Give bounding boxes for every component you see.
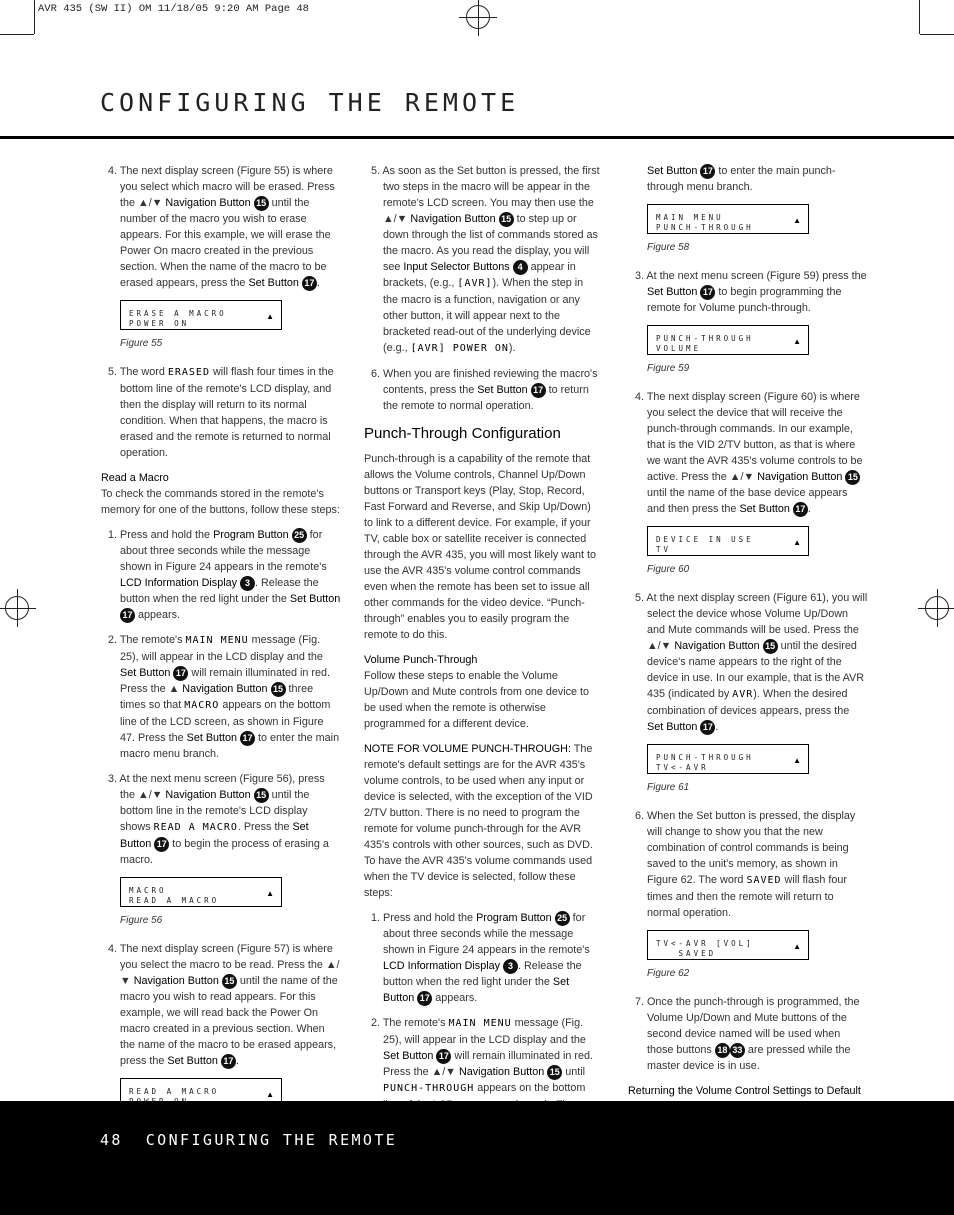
column-3 [628, 163, 868, 1188]
callout-number-icon: 3 [240, 576, 255, 591]
lcd-figure-62: TV<-AVR [VOL] SAVED ▲ [647, 930, 809, 960]
callout-number-icon: 15 [499, 212, 514, 227]
punch-through-intro: Punch-through is a capability of the remote that allows the Volume controls, Channel Up/Down buttons or Transport keys (Play, Stop, Record, Fast Forward and Reverse, and Skip Up/Down) to link to a different device. For example, if your TV, cable box or satellite receiver is connected through the AVR 435, you will most likely want to use the AVR 435's volume control commands even when the remote has been set to issue all other commands for the video device. “Punch-through” enables you to easily program the remote to do this. [364, 453, 597, 641]
step-erase-4: 4. The next display screen (Figure 55) is where you select which macro will be erased. Press the ▲/▼ Navigation Button 15 until the number of the macro you wish to erase appears. For this example, we will erase the Power On macro created in the previous section. When the name of the macro to be erased appears, press the Set Button 17 . [108, 165, 335, 289]
up-arrow-icon: ▲ [793, 216, 801, 225]
lcd-figure-57: READ A MACRO ▲ [120, 1078, 282, 1108]
step-volume-4: 4. The next display screen (Figure 60) is where you select the device that will receive the punch-through commands. In our example, that is the VID 2/TV button, as that is where we want the AVR 435's volume controls to be active. Press the ▲/▼ Navigation Button 15 until the name of the base device appears and then press the Set Button 17 . [635, 391, 863, 515]
callout-number-icon: 15 [763, 639, 778, 654]
up-arrow-icon: ▲ [266, 312, 274, 321]
crop-mark [0, 34, 34, 35]
up-arrow-icon: ▲ [793, 337, 801, 346]
column-2 [364, 163, 601, 1138]
title-rule [0, 136, 954, 139]
volume-punch-intro: Follow these steps to enable the Volume Up/Down and Mute controls from one device to be used when the remote is otherwise programmed for a different device. [364, 670, 590, 730]
callout-number-icon: 17 [700, 720, 715, 735]
callout-number-icon: 17 [700, 285, 715, 300]
step-volume-3: 3. At the next menu screen (Figure 59) press the Set Button 17 to begin programming the remote for Volume punch-through. [635, 270, 867, 314]
callout-number-icon: 17 [531, 383, 546, 398]
page-number: 48 [100, 1131, 123, 1149]
up-arrow-icon: ▲ [793, 942, 801, 951]
section-heading-punch-through: Punch-Through Configuration [364, 425, 561, 442]
callout-number-icon: 33 [730, 1043, 745, 1058]
section-heading-volume-punch: Volume Punch-Through [364, 654, 478, 666]
page-title: CONFIGURING THE REMOTE [100, 88, 520, 117]
callout-number-icon: 15 [547, 1065, 562, 1080]
callout-number-icon: 25 [555, 911, 570, 926]
page-footer [0, 1101, 954, 1215]
callout-number-icon: 15 [222, 974, 237, 989]
volume-punch-note: NOTE FOR VOLUME PUNCH-THROUGH: The remote's default settings are for the AVR 435's volume controls, to be used when any input or device is selected, with the exception of the VID 2/TV button. There is no need to program the remote for volume punch-through for the AVR 435's controls with other sources, such as DVD. To have the AVR 435's volume commands used when the TV device is selected, follow these steps: [364, 743, 593, 899]
step-read-6: 6. When you are finished reviewing the macro's contents, press the Set Button 17 to return the remote to normal operation. [371, 368, 598, 412]
registration-mark-icon [466, 5, 490, 29]
callout-number-icon: 15 [254, 788, 269, 803]
step-read-1: 1. Press and hold the Program Button 25 for about three seconds while the message shown in Figure 24 appears in the remote's LCD Information Display 3 . Release the button when the red light under the Set Button 17 appears. [108, 529, 341, 621]
step-read-5: 5. As soon as the Set button is pressed, the first two steps in the macro will be appear in the remote's LCD screen. You may then use the ▲/▼ Navigation Button 15 to step up or down through the list of commands stored as the macro. As you read the display, you will see Input Selector Buttons 4 appear in brackets, (e.g., [AVR]). When the step in the macro is a function, navigation or any other button, it will appear next to the bracketed read-out of the underlying device (e.g., [AVR] POWER ON). [371, 165, 600, 354]
callout-number-icon: 17 [700, 164, 715, 179]
lcd-figure-58: MAIN MENU PUNCH-THROUGH ▲ [647, 204, 809, 234]
figure-caption: Figure 59 [647, 363, 690, 374]
figure-caption: Figure 55 [120, 338, 163, 349]
callout-number-icon: 25 [292, 528, 307, 543]
step-volume-1: 1. Press and hold the Program Button 25 for about three seconds while the message shown in Figure 24 appears in the remote's LCD Information Display 3 . Release the button when the red light under the Set Button 17 appears. [371, 912, 590, 1004]
crop-mark [919, 0, 920, 34]
callout-number-icon: 17 [302, 276, 317, 291]
step-volume-5: 5. At the next display screen (Figure 61), you will select the device whose Volume Up/Down and Mute commands will be used. Press the ▲/▼ Navigation Button 15 until the desired device's name appears to the right of the device in use. In our example, that is the AVR 435 (indicated by AVR). When the desired combination of devices appears, press the Set Button 17 . [635, 592, 868, 733]
step-volume-2-continued: Set Button 17 to enter the main punch-through menu branch. [647, 165, 836, 193]
callout-number-icon: 17 [240, 731, 255, 746]
section-heading-return-default: Returning the Volume Control Settings to Default [628, 1085, 861, 1097]
read-macro-intro: To check the commands stored in the remote's memory for one of the buttons, follow these steps: [101, 488, 340, 516]
crop-mark [34, 0, 35, 34]
step-erase-5: 5. The word ERASED will flash four times in the bottom line of the remote's LCD display, and then the display will return to its normal condition. When that happens, the macro is erased and the remote is returned to normal operation. [108, 366, 334, 459]
callout-number-icon: 17 [221, 1054, 236, 1069]
figure-caption: Figure 61 [647, 782, 690, 793]
step-volume-6: 6. When the Set button is pressed, the display will change to show you that the new combination of control commands is being saved to the unit's memory, as shown in Figure 62. The word SAVED will flash four times and then the remote will return to normal operation. [635, 810, 856, 919]
step-read-4: 4. The next display screen (Figure 57) is where you select the macro to be read. Press the ▲/▼ Navigation Button 15 until the name of the macro you wish to read appears. For this example, we will read back the Power On macro created in a previous section. When the name of the macro to be erased appears, press the Set Button 17 . [108, 943, 340, 1067]
step-volume-2: 2. The remote's MAIN MENU message (Fig. 25), will appear in the LCD display and the Set Button 17 will remain illuminated in red. Press the ▲/▼ Navigation Button 15 until PUNCH-THROUGH appears on the bottom [371, 1017, 594, 1094]
up-arrow-icon: ▲ [266, 1090, 274, 1099]
section-heading-read-macro: Read a Macro [101, 472, 169, 484]
up-arrow-icon: ▲ [793, 538, 801, 547]
figure-caption: Figure 58 [647, 242, 690, 253]
callout-number-icon: 17 [793, 502, 808, 517]
callout-number-icon: 17 [436, 1049, 451, 1064]
callout-number-icon: 3 [503, 959, 518, 974]
registration-mark-icon [5, 596, 29, 620]
callout-number-icon: 15 [254, 196, 269, 211]
crop-mark [920, 34, 954, 35]
footer-section-title: CONFIGURING THE REMOTE [145, 1131, 398, 1149]
callout-number-icon: 17 [120, 608, 135, 623]
lcd-figure-55: ERASE A MACRO POWER ON ▲ [120, 300, 282, 330]
step-volume-7: 7. Once the punch-through is programmed, the Volume Up/Down and Mute buttons of the second device named will be used when those buttons 18 33 are pressed while the master device is in use. [635, 996, 860, 1072]
callout-number-icon: 18 [715, 1043, 730, 1058]
step-read-3: 3. At the next menu screen (Figure 56), press the ▲/▼ Navigation Button 15 until the bottom line in the remote's LCD display shows READ A MACRO. Press the Set Button 17 to begin the process of erasing a macro. [108, 773, 329, 866]
lcd-figure-60: DEVICE IN USE TV ▲ [647, 526, 809, 556]
callout-number-icon: 17 [173, 666, 188, 681]
column-1 [101, 163, 341, 1142]
up-arrow-icon: ▲ [266, 889, 274, 898]
registration-mark-icon [925, 596, 949, 620]
callout-number-icon: 4 [513, 260, 528, 275]
footer-text [100, 1131, 397, 1149]
figure-caption: Figure 60 [647, 564, 690, 575]
step-read-2: 2. The remote's MAIN MENU message (Fig. 25), will appear in the LCD display and the Set Button 17 will remain illuminated in red. Press the ▲ Navigation Button 15 three times so that MACRO appears on the bottom line of the LCD screen, as shown in Figure 47. Press the Set Button 17 to enter the main macro menu branch. [108, 634, 340, 760]
figure-caption: Figure 56 [120, 915, 163, 926]
callout-number-icon: 17 [154, 837, 169, 852]
lcd-figure-59: PUNCH-THROUGH VOLUME ▲ [647, 325, 809, 355]
callout-number-icon: 17 [417, 991, 432, 1006]
callout-number-icon: 15 [845, 470, 860, 485]
lcd-figure-56: MACRO READ A MACRO ▲ [120, 877, 282, 907]
figure-caption: Figure 62 [647, 968, 690, 979]
up-arrow-icon: ▲ [793, 756, 801, 765]
callout-number-icon: 15 [271, 682, 286, 697]
lcd-figure-61: PUNCH-THROUGH TV<-AVR ▲ [647, 744, 809, 774]
printer-slug: AVR 435 (SW II) OM 11/18/05 9:20 AM Page 48 [38, 3, 309, 15]
